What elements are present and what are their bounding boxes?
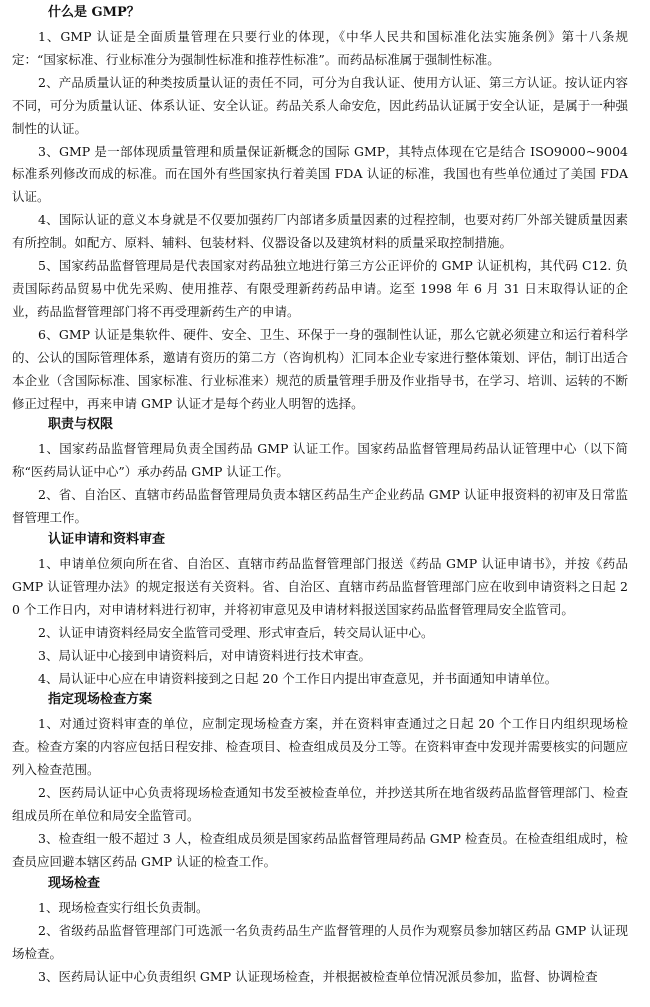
paragraph: 3、医药局认证中心负责组织 GMP 认证现场检查，并根据被检查单位情况派员参加，监督、协调检查 (38, 968, 598, 984)
paragraph: 1、国家药品监督管理局负责全国药品 GMP 认证工作。国家药品监督管理局药品认证管理中心（以下简称“医药局认证中心”）承办药品 GMP 认证工作。 (12, 441, 628, 480)
paragraph: 3、检查组一般不超过 3 人，检查组成员须是国家药品监督管理局药品 GMP 检查员。在检查组组成时，检查员应回避本辖区药品 GMP 认证的检查工作。 (12, 831, 628, 869)
paragraph: 4、局认证中心应在申请资料接到之日起 20 个工作日内提出审查意见，并书面通知申请单位。 (38, 670, 558, 686)
paragraph: 1、对通过资料审查的单位，应制定现场检查方案，并在资料审查通过之日起 20 个工作日内组织现场检查。检查方案的内容应包括日程安排、检查项目、检查组成员及分工等。在资料审查中发现并需要核实的问题应列入检查范围。 (12, 716, 628, 778)
paragraph: 2、产品质量认证的种类按质量认证的责任不同，可分为自我认证、使用方认证、第三方认证。按认证内容不同，可分为质量认证、体系认证、安全认证。药品关系人命安危，因此药品认证属于安全认证，是属于一种强制性的认证。 (12, 74, 628, 136)
paragraph: 3、局认证中心接到申请资料后，对申请资料进行技术审查。 (38, 647, 371, 663)
document-body (12, 3, 628, 988)
paragraph: 6、GMP 认证是集软件、硬件、安全、卫生、环保于一身的强制性认证，那么它就必须建立和运行着科学的、公认的国际管理体系，邀请有资历的第二方（咨询机构）汇同本企业专家进行整体策划、评估，制订出适合本企业（含国际标准、国家标准、行业标准来）规范的质量管理手册及作业指导书，在学习、培训、运转的不断修正过程中，再来申请 GMP 认证才是每个药业人明智的选择。 (12, 326, 628, 411)
paragraph: 1、GMP 认证是全面质量管理在只要行业的体现，《中华人民共和国标准化法实施条例》第十八条规定：“国家标准、行业标准分为强制性标准和推荐性标准”。而药品标准属于强制性标准。 (12, 29, 628, 67)
paragraph: 3、GMP 是一部体现质量管理和质量保证新概念的国际 GMP，其特点体现在它是结合 ISO9000~9004 标准系列修改而成的标准。而在国外有些国家执行着美国 FDA 认证的标准，我国也有些单位通过了美国 FDA 认证。 (12, 143, 628, 205)
section-heading: 职责与权限 (48, 417, 114, 433)
section-heading: 现场检查 (48, 875, 101, 891)
paragraph: 2、省级药品监督管理部门可选派一名负责药品生产监督管理的人员作为观察员参加辖区药品 GMP 认证现场检查。 (12, 922, 628, 961)
paragraph: 2、省、自治区、直辖市药品监督管理局负责本辖区药品生产企业药品 GMP 认证申报资料的初审及日常监督管理工作。 (12, 487, 628, 526)
paragraph: 1、申请单位须向所在省、自治区、直辖市药品监督管理部门报送《药品 GMP 认证申请书》，并按《药品 GMP 认证管理办法》的规定报送有关资料。省、自治区、直辖市药品监督管理部门应在收到申请资料之日起 20 个工作日内，对申请材料进行初审，并将初审意见及申请材料报送国家药品监督管理局安全监管司。 (12, 556, 628, 617)
paragraph: 2、认证申请资料经局安全监管司受理、形式审查后，转交局认证中心。 (38, 624, 434, 640)
section-heading: 什么是 GMP？ (48, 5, 140, 20)
paragraph: 1、现场检查实行组长负责制。 (38, 899, 209, 915)
section-heading: 指定现场检查方案 (48, 692, 153, 708)
section-heading: 认证申请和资料审查 (48, 532, 166, 548)
paragraph: 5、国家药品监督管理局是代表国家对药品独立地进行第三方公正评价的 GMP 认证机构，其代码 C12. 负责国际药品贸易中优先采购、使用推荐、有限受理新药药品申请。迄至 1998 年 6 月 31 日末取得认证的企业，药品监督管理部门将不再受理新药生产的申请。 (12, 258, 628, 319)
paragraph: 2、医药局认证中心负责将现场检查通知书发至被检查单位，并抄送其所在地省级药品监督管理部门、检查组成员所在单位和局安全监管司。 (12, 785, 628, 824)
paragraph: 4、国际认证的意义本身就是不仅要加强药厂内部诸多质量因素的过程控制，也要对药厂外部关键质量因素有所控制。如配方、原料、辅料、包装材料、仪器设备以及建筑材料的质量采取控制措施。 (12, 212, 628, 251)
